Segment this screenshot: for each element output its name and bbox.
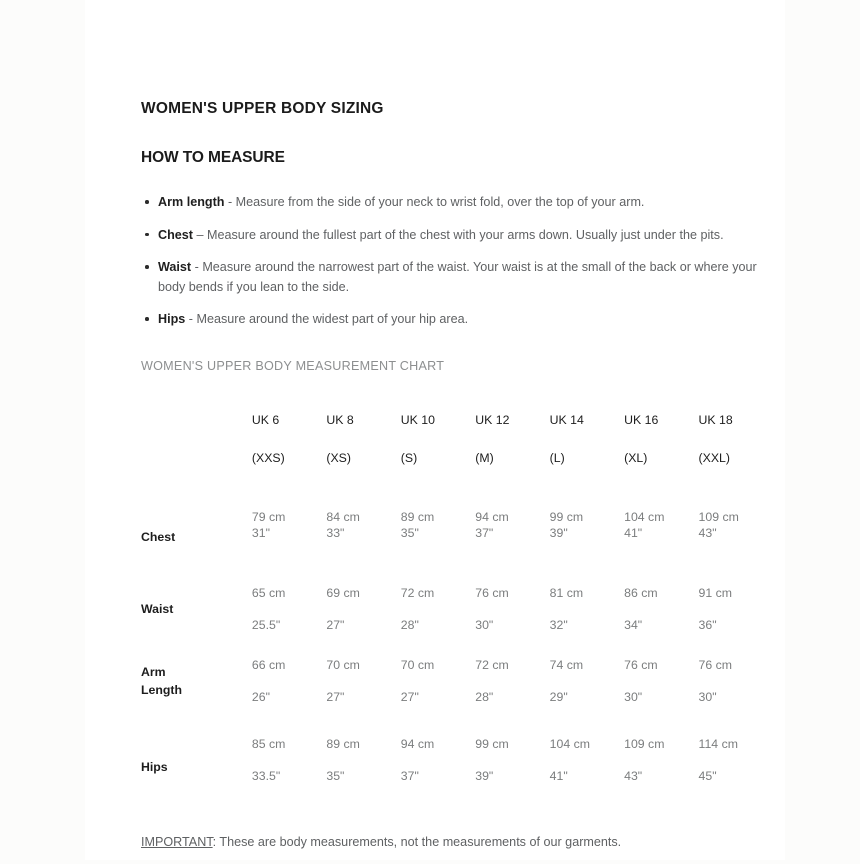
value-inch: 43" bbox=[698, 525, 717, 540]
column-header-size-code: (XXL) bbox=[698, 450, 730, 465]
document-panel bbox=[85, 0, 785, 860]
value-inch: 39" bbox=[549, 525, 568, 540]
column-header-size-code: (XXS) bbox=[251, 450, 285, 465]
measurement-cell bbox=[699, 717, 773, 803]
table-row bbox=[141, 645, 773, 717]
value-cm: 76 cm bbox=[624, 657, 658, 672]
value-cm: 109 cm bbox=[624, 736, 665, 751]
instruction-text: - Measure around the narrowest part of the waist. Your waist is at the small of the back or where your body bends if you lean to the side. bbox=[158, 260, 757, 294]
table-row bbox=[141, 477, 773, 573]
value-cm: 70 cm bbox=[400, 657, 435, 672]
value-cm: 79 cm bbox=[251, 509, 286, 524]
column-header-uk-size: UK 10 bbox=[400, 412, 435, 427]
value-inch: 37" bbox=[475, 525, 494, 540]
list-item bbox=[141, 226, 773, 246]
value-cm: 65 cm bbox=[251, 585, 286, 600]
value-cm: 74 cm bbox=[549, 657, 584, 672]
column-header-uk-size: UK 6 bbox=[251, 412, 280, 427]
value-inch: 35" bbox=[326, 768, 345, 783]
table-header-size-codes bbox=[141, 439, 773, 477]
measurement-cell bbox=[252, 477, 326, 573]
column-header-size-code: (XS) bbox=[326, 450, 351, 465]
measurement-cell bbox=[252, 573, 326, 645]
important-label: IMPORTANT bbox=[141, 834, 213, 849]
value-inch: 41" bbox=[549, 768, 568, 783]
instruction-text: - Measure from the side of your neck to wrist fold, over the top of your arm. bbox=[224, 195, 645, 210]
column-header-uk-size: UK 12 bbox=[475, 412, 510, 427]
measurement-cell bbox=[252, 717, 326, 803]
value-inch: 33" bbox=[326, 525, 345, 540]
value-cm: 91 cm bbox=[698, 585, 733, 600]
value-inch: 30" bbox=[698, 689, 717, 704]
measurement-cell bbox=[624, 477, 698, 573]
measurement-cell bbox=[326, 477, 400, 573]
row-header-line: Arm bbox=[141, 664, 166, 679]
value-inch: 33.5" bbox=[251, 768, 281, 783]
measurement-cell bbox=[550, 477, 624, 573]
list-item bbox=[141, 310, 773, 330]
value-inch: 27" bbox=[326, 689, 345, 704]
measurement-cell bbox=[699, 477, 773, 573]
measurement-cell bbox=[624, 645, 698, 717]
value-inch: 37" bbox=[400, 768, 419, 783]
value-inch: 30" bbox=[624, 689, 643, 704]
value-inch: 34" bbox=[624, 617, 643, 632]
column-header-uk-size: UK 18 bbox=[698, 412, 733, 427]
value-cm: 89 cm bbox=[326, 736, 360, 751]
column-header-size-code: (L) bbox=[549, 450, 565, 465]
value-inch: 43" bbox=[624, 768, 643, 783]
measurement-cell bbox=[252, 645, 326, 717]
column-header-uk-size: UK 8 bbox=[326, 412, 354, 427]
measurement-cell bbox=[401, 645, 475, 717]
measurement-cell bbox=[326, 573, 400, 645]
measurement-chart-caption: WOMEN'S UPPER BODY MEASUREMENT CHART bbox=[141, 358, 445, 373]
value-inch: 29" bbox=[549, 689, 568, 704]
table-corner-cell bbox=[141, 439, 252, 477]
value-cm: 81 cm bbox=[549, 585, 584, 600]
document-content bbox=[141, 100, 773, 864]
value-cm: 66 cm bbox=[251, 657, 286, 672]
measurement-cell bbox=[326, 645, 400, 717]
value-inch: 28" bbox=[400, 617, 419, 632]
instruction-term: Hips bbox=[158, 312, 186, 327]
measurement-cell bbox=[550, 717, 624, 803]
table-row bbox=[141, 717, 773, 803]
row-header-waist: Waist bbox=[141, 601, 174, 616]
value-inch: 41" bbox=[624, 525, 643, 540]
value-inch: 27" bbox=[326, 617, 345, 632]
column-header-size-code: (M) bbox=[475, 450, 494, 465]
page-title: WOMEN'S UPPER BODY SIZING bbox=[141, 100, 384, 117]
value-cm: 94 cm bbox=[475, 509, 509, 524]
column-header-uk-size: UK 16 bbox=[624, 412, 659, 427]
row-header-arm-length bbox=[141, 645, 252, 717]
value-cm: 89 cm bbox=[400, 509, 435, 524]
measurement-cell bbox=[550, 645, 624, 717]
value-inch: 35" bbox=[400, 525, 419, 540]
value-inch: 45" bbox=[698, 768, 717, 783]
value-cm: 70 cm bbox=[326, 657, 360, 672]
measurement-cell bbox=[326, 717, 400, 803]
measurement-cell bbox=[401, 573, 475, 645]
list-item bbox=[141, 258, 773, 297]
measurement-cell bbox=[475, 477, 549, 573]
value-cm: 94 cm bbox=[400, 736, 435, 751]
value-cm: 86 cm bbox=[624, 585, 658, 600]
measurement-instructions-list bbox=[141, 193, 773, 330]
value-cm: 114 cm bbox=[698, 736, 738, 751]
column-header-uk-size: UK 14 bbox=[549, 412, 584, 427]
value-cm: 99 cm bbox=[475, 736, 509, 751]
value-inch: 30" bbox=[475, 617, 494, 632]
column-header-size-code: (S) bbox=[400, 450, 418, 465]
value-cm: 104 cm bbox=[549, 736, 590, 751]
value-inch: 39" bbox=[475, 768, 494, 783]
value-inch: 25.5" bbox=[251, 617, 281, 632]
value-cm: 69 cm bbox=[326, 585, 360, 600]
table-row bbox=[141, 573, 773, 645]
instruction-text: – Measure around the fullest part of the chest with your arms down. Usually just under the pits. bbox=[193, 227, 724, 242]
instruction-term: Waist bbox=[158, 260, 192, 275]
measurement-cell bbox=[699, 573, 773, 645]
how-to-measure-heading: HOW TO MEASURE bbox=[141, 148, 285, 166]
footnote-text: : These are body measurements, not the measurements of our garments. bbox=[212, 834, 622, 849]
instruction-term: Arm length bbox=[158, 195, 225, 210]
value-inch: 26" bbox=[251, 689, 270, 704]
instruction-text: - Measure around the widest part of your hip area. bbox=[185, 312, 469, 327]
measurement-cell bbox=[624, 717, 698, 803]
value-cm: 99 cm bbox=[549, 509, 584, 524]
value-cm: 84 cm bbox=[326, 509, 360, 524]
measurement-cell bbox=[475, 717, 549, 803]
value-cm: 72 cm bbox=[475, 657, 509, 672]
measurement-cell bbox=[624, 573, 698, 645]
table-corner-cell bbox=[141, 401, 252, 439]
measurement-cell bbox=[550, 573, 624, 645]
value-inch: 32" bbox=[549, 617, 568, 632]
row-header-line: Length bbox=[141, 682, 182, 697]
value-cm: 76 cm bbox=[475, 585, 509, 600]
value-cm: 104 cm bbox=[624, 509, 665, 524]
instruction-term: Chest bbox=[158, 227, 193, 242]
measurement-cell bbox=[699, 645, 773, 717]
value-inch: 28" bbox=[475, 689, 494, 704]
size-measurement-table bbox=[141, 401, 773, 803]
value-cm: 85 cm bbox=[251, 736, 286, 751]
value-cm: 76 cm bbox=[698, 657, 733, 672]
column-header-size-code: (XL) bbox=[624, 450, 648, 465]
footnote bbox=[141, 833, 773, 852]
measurement-cell bbox=[475, 645, 549, 717]
measurement-cell bbox=[401, 477, 475, 573]
row-header-chest: Chest bbox=[141, 529, 176, 544]
list-item bbox=[141, 193, 773, 213]
measurement-cell bbox=[401, 717, 475, 803]
value-inch: 27" bbox=[400, 689, 419, 704]
value-cm: 72 cm bbox=[400, 585, 435, 600]
value-cm: 109 cm bbox=[698, 509, 739, 524]
value-inch: 31" bbox=[251, 525, 270, 540]
measurement-cell bbox=[475, 573, 549, 645]
value-inch: 36" bbox=[698, 617, 717, 632]
table-header-uk-sizes bbox=[141, 401, 773, 439]
row-header-hips: Hips bbox=[141, 759, 168, 774]
